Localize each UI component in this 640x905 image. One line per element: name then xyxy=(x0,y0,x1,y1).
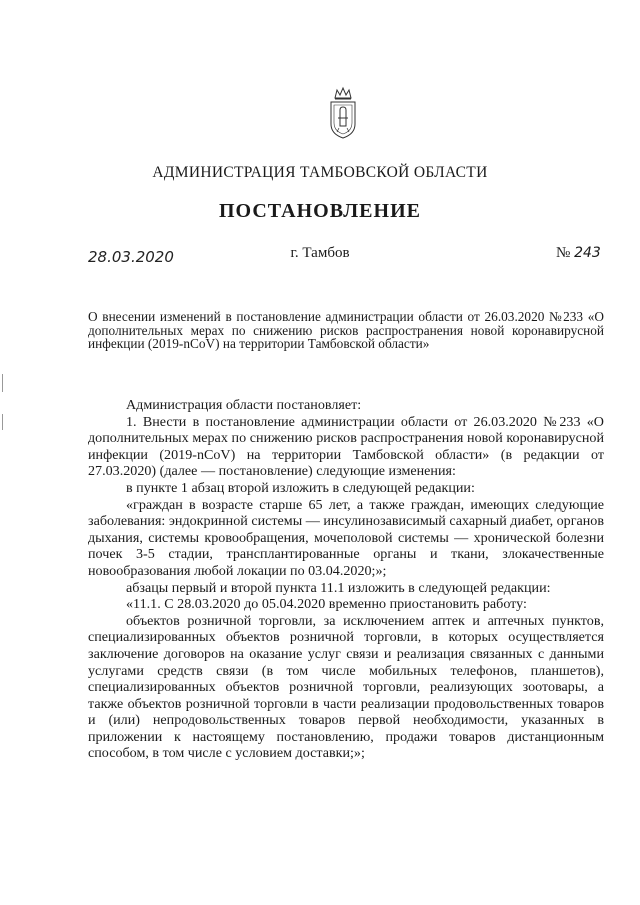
document-date: 28.03.2020 xyxy=(88,248,174,266)
body-paragraph: в пункте 1 абзац второй изложить в следующей редакции: xyxy=(126,479,475,496)
document-type-title: ПОСТАНОВЛЕНИЕ xyxy=(219,200,421,222)
scan-mark xyxy=(2,414,3,430)
agency-name: АДМИНИСТРАЦИЯ ТАМБОВСКОЙ ОБЛАСТИ xyxy=(152,164,488,181)
body-paragraph: 1. Внести в постановление администрации области от 26.03.2020 №233 «О дополнительных мерах по снижению рисков распространения новой коронавирусной инфекции (2019-nCoV) на территории Тамбовской области» (в редакции от 27.03.2020) (далее — постановление) следующие изменения: xyxy=(88,413,604,480)
coat-of-arms-icon xyxy=(326,86,360,140)
body-paragraph: «граждан в возрасте старше 65 лет, а также граждан, имеющих следующие заболевания: эндокринной системы — инсулинозависимый сахарный диабет, органов дыхания, системы кровообращения, мочеполовой системы — хронической болезни почек 3-5 стадии, трансплантированные органы и ткани, злокачественные новообразования любой локации по 03.04.2020;»; xyxy=(88,496,604,579)
body-paragraph: объектов розничной торговли, за исключением аптек и аптечных пунктов, специализированных объектов розничной торговли, в которых осуществляется заключение договоров на оказание услуг связи и реализация связанных с данными услугами средств связи (в том числе мобильных телефонов, планшетов), специализированных объектов розничной торговли, реализующих зоотовары, а также объектов розничной торговли в части реализации продовольственных товаров и (или) непродовольственных товаров первой необходимости, указанных в приложении к настоящему постановлению, продажи товаров дистанционным способом, в том числе с условием доставки;»; xyxy=(88,612,604,762)
body-paragraph: «11.1. С 28.03.2020 до 05.04.2020 временно приостановить работу: xyxy=(126,596,527,613)
document-number xyxy=(556,245,601,262)
number-value: 243 xyxy=(574,245,601,261)
body-paragraph: Администрация области постановляет: xyxy=(126,397,362,413)
scan-mark xyxy=(2,374,3,392)
document-body xyxy=(88,397,604,762)
body-paragraph: абзацы первый и второй пункта 11.1 изложить в следующей редакции: xyxy=(126,579,551,596)
number-sign: № xyxy=(556,245,571,261)
document-subject: О внесении изменений в постановление администрации области от 26.03.2020 №233 «О дополнительных мерах по снижению рисков распространения новой коронавирусной инфекции (2019-nCoV) на территории Тамбовской области» xyxy=(88,309,604,351)
document-city: г. Тамбов xyxy=(290,245,350,261)
